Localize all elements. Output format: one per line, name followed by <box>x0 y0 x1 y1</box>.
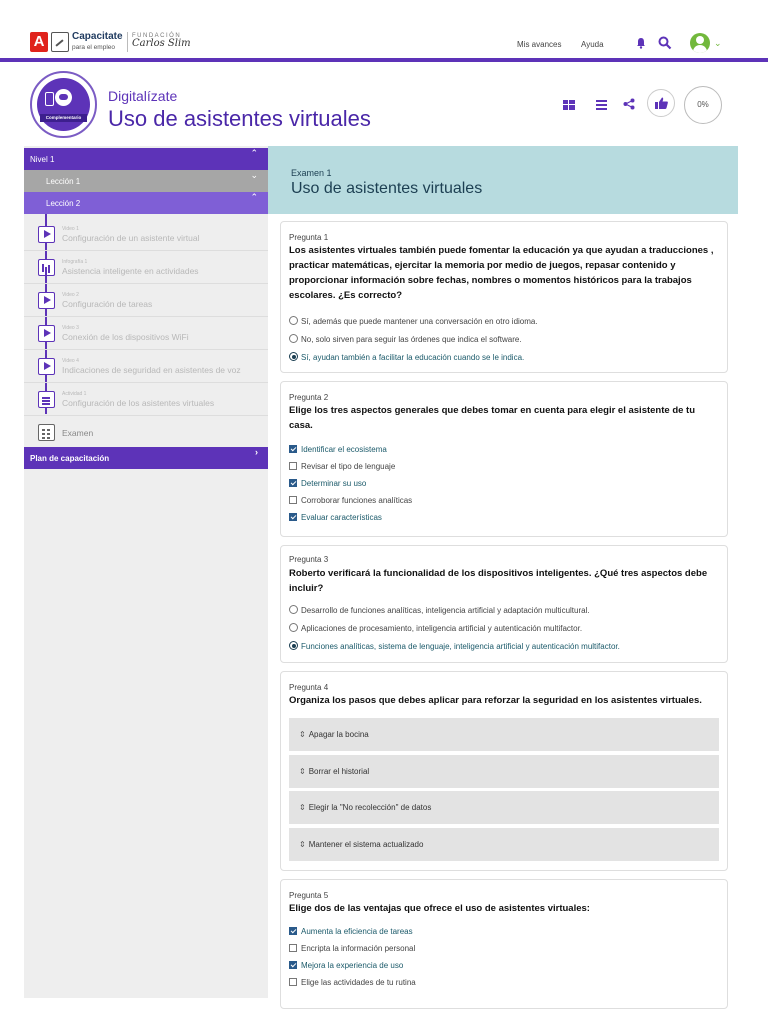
checkbox-checked[interactable] <box>289 479 297 487</box>
sidebar-item-video-3[interactable] <box>24 317 268 350</box>
chevron-down-icon: ⌄ <box>250 170 258 180</box>
checkbox-checked[interactable] <box>289 445 297 453</box>
capacitate-logo-text[interactable] <box>72 32 123 53</box>
brand-tagline: para el empleo <box>72 44 115 51</box>
sortable-item[interactable] <box>289 755 719 788</box>
radio-option[interactable] <box>289 623 582 633</box>
checkbox[interactable] <box>289 496 297 504</box>
question-number: Pregunta 2 <box>289 393 329 402</box>
checkbox-option[interactable] <box>289 961 403 970</box>
exam-kicker: Examen 1 <box>291 168 332 178</box>
exam-icon <box>38 424 55 441</box>
radio-option[interactable] <box>289 316 538 326</box>
drag-handle-icon[interactable]: ⇕ <box>299 767 306 776</box>
chevron-down-icon[interactable]: ⌄ <box>714 38 722 48</box>
play-video-icon <box>38 226 55 243</box>
nav-link-ayuda[interactable]: Ayuda <box>581 40 604 49</box>
brand-name: Capacitate <box>72 31 123 42</box>
question-number: Pregunta 3 <box>289 555 329 564</box>
sidebar-nivel-1[interactable] <box>24 148 268 170</box>
chevron-up-icon: ⌃ <box>250 192 258 202</box>
sidebar-plan-capacitacion[interactable] <box>24 447 268 469</box>
radio-button[interactable] <box>289 623 298 632</box>
sortable-item-label: Borrar el historial <box>308 767 370 776</box>
sidebar-plan-label: Plan de capacitación <box>30 454 110 463</box>
sortable-item-label: Apagar la bocina <box>308 730 369 739</box>
sidebar-item-actividad-1[interactable] <box>24 383 268 416</box>
radio-option[interactable] <box>289 352 524 362</box>
fundacion-label: FUNDACIÓN <box>132 33 182 39</box>
checkbox-option[interactable] <box>289 462 395 471</box>
checkbox-checked[interactable] <box>289 961 297 969</box>
search-icon[interactable] <box>658 36 672 50</box>
option-label: Determinar su uso <box>301 479 367 488</box>
avatar-head-shape <box>696 36 704 44</box>
option-label: Funciones analíticas, sistema de lenguaje, inteligencia artificial y autenticación multifactor. <box>301 642 620 651</box>
sortable-item[interactable] <box>289 828 719 861</box>
sidebar-leccion-1[interactable] <box>24 170 268 192</box>
exam-header <box>268 146 738 214</box>
radio-button[interactable] <box>289 334 298 343</box>
sidebar-item-label: Configuración de los asistentes virtuales <box>62 398 215 408</box>
course-badge-inner <box>37 78 90 131</box>
radio-button-selected[interactable] <box>289 641 298 650</box>
drag-handle-icon[interactable]: ⇕ <box>299 730 306 739</box>
sidebar-item-video-2[interactable] <box>24 284 268 317</box>
sidebar-nivel-label: Nivel 1 <box>30 155 55 164</box>
sidebar-item-caption: Video 1 <box>62 226 79 232</box>
sidebar-item-label: Conexión de los dispositivos WiFi <box>62 332 189 342</box>
like-button[interactable] <box>647 89 675 117</box>
course-header <box>0 66 768 146</box>
checkbox-option[interactable] <box>289 496 412 505</box>
infographic-icon <box>38 259 55 276</box>
sidebar-leccion-2[interactable] <box>24 192 268 214</box>
drag-handle-icon[interactable]: ⇕ <box>299 803 306 812</box>
sortable-item-label: Elegir la "No recolección" de datos <box>308 803 432 812</box>
radio-button[interactable] <box>289 605 298 614</box>
course-badge <box>30 71 97 138</box>
option-label: Identificar el ecosistema <box>301 445 387 454</box>
nav-link-mis-avances[interactable]: Mis avances <box>517 40 562 49</box>
avatar-body-shape <box>693 45 707 53</box>
course-sidebar <box>24 146 268 998</box>
radio-option[interactable] <box>289 605 590 615</box>
sortable-item[interactable] <box>289 718 719 751</box>
question-text: Elige dos de las ventajas que ofrece el uso de asistentes virtuales: <box>289 903 590 914</box>
sortable-item-label: Mantener el sistema actualizado <box>308 840 424 849</box>
checkbox-option[interactable] <box>289 479 366 488</box>
option-label: Revisar el tipo de lenguaje <box>301 462 396 471</box>
question-text: Organiza los pasos que debes aplicar para reforzar la seguridad en los asistentes virtuales. <box>289 695 702 706</box>
top-navbar <box>0 0 768 62</box>
list-view-icon[interactable] <box>596 100 607 109</box>
question-text: Roberto verificará la funcionalidad de los dispositivos inteligentes. ¿Qué tres aspectos debe incluir? <box>289 568 708 594</box>
option-label: Mejora la experiencia de uso <box>301 961 404 970</box>
sidebar-item-label: Indicaciones de seguridad en asistentes de voz <box>62 365 241 375</box>
option-label: Desarrollo de funciones analíticas, inteligencia artificial y adaptación multicultural. <box>301 606 590 615</box>
checkbox[interactable] <box>289 978 297 986</box>
option-label: Aplicaciones de procesamiento, inteligencia artificial y autenticación multifactor. <box>301 624 583 633</box>
option-label: Elige las actividades de tu rutina <box>301 978 416 987</box>
option-label: Evaluar características <box>301 513 382 522</box>
checkbox-option[interactable] <box>289 445 387 454</box>
checkbox-option[interactable] <box>289 978 416 987</box>
user-avatar-icon[interactable] <box>690 33 710 53</box>
fundacion-signature: Carlos Slim <box>132 38 191 49</box>
sidebar-item-label: Configuración de un asistente virtual <box>62 233 200 243</box>
bell-icon[interactable] <box>636 37 646 49</box>
checkbox-option[interactable] <box>289 513 382 522</box>
logo-divider <box>127 32 128 52</box>
sidebar-item-caption: Actividad 1 <box>62 391 87 397</box>
option-label: No, solo sirven para seguir las órdenes que indica el software. <box>301 335 522 344</box>
sidebar-item-label: Configuración de tareas <box>62 299 153 309</box>
option-label: Sí, además que puede mantener una conversación en otro idioma. <box>301 317 538 326</box>
sidebar-item-caption: Video 4 <box>62 358 79 364</box>
question-card-4 <box>280 671 728 871</box>
sidebar-item-label: Asistencia inteligente en actividades <box>62 266 199 276</box>
sidebar-leccion-2-label: Lección 2 <box>46 199 81 208</box>
option-label: Encripta la información personal <box>301 944 416 953</box>
course-progress: 0% <box>684 86 722 124</box>
document-icon <box>38 391 55 408</box>
assistant-speech-icon <box>55 89 72 106</box>
play-video-icon <box>38 292 55 309</box>
sidebar-leccion-1-label: Lección 1 <box>46 177 81 186</box>
thumbs-up-icon <box>655 97 668 109</box>
phone-icon <box>45 92 54 106</box>
drag-handle-icon[interactable]: ⇕ <box>299 840 306 849</box>
question-card-2 <box>280 381 728 537</box>
course-badge-label: Complementario <box>40 114 87 122</box>
radio-button[interactable] <box>289 316 298 325</box>
sidebar-item-caption: Video 3 <box>62 325 79 331</box>
capacitate-logo-letter[interactable]: A <box>30 32 48 52</box>
fundacion-logo <box>132 32 191 48</box>
share-icon[interactable] <box>623 98 635 110</box>
checkbox-checked[interactable] <box>289 927 297 935</box>
play-video-icon <box>38 325 55 342</box>
chevron-right-icon: › <box>255 447 258 457</box>
question-card-3 <box>280 545 728 663</box>
option-label: Sí, ayudan también a facilitar la educación cuando se le indica. <box>301 353 525 362</box>
checkbox-option[interactable] <box>289 944 415 953</box>
sidebar-item-video-4[interactable] <box>24 350 268 383</box>
question-text: Elige los tres aspectos generales que debes tomar en cuenta para elegir el asistente de tu casa. <box>289 405 696 431</box>
checkbox-option[interactable] <box>289 927 413 936</box>
checkbox-checked[interactable] <box>289 513 297 521</box>
radio-option[interactable] <box>289 641 620 651</box>
play-video-icon <box>38 358 55 375</box>
course-title: Uso de asistentes virtuales <box>108 106 371 131</box>
course-subtitle: Digitalízate <box>108 88 178 104</box>
sidebar-item-caption: Video 2 <box>62 292 79 298</box>
question-number: Pregunta 5 <box>289 891 329 900</box>
sidebar-item-infografia-1[interactable] <box>24 251 268 284</box>
sidebar-item-caption: Infografía 1 <box>62 259 88 265</box>
question-number: Pregunta 4 <box>289 683 329 692</box>
grid-view-icon[interactable] <box>563 100 575 110</box>
question-card-5 <box>280 879 728 1009</box>
question-card-1 <box>280 221 728 373</box>
question-number: Pregunta 1 <box>289 233 329 242</box>
exam-title: Uso de asistentes virtuales <box>291 180 483 197</box>
capacitate-logo-icon[interactable] <box>51 32 69 52</box>
question-text: Los asistentes virtuales también puede fomentar la educación ya que ayudan a traducciones , practicar matemáticas, ejercitar la memoria por medio de juegos, repasar contenido y proporcionar información sobre fechas, nombres o momentos históricos para la trabajos escolares. ¿Es correcto? <box>289 245 714 301</box>
checkbox[interactable] <box>289 462 297 470</box>
option-label: Corroborar funciones analíticas <box>301 496 413 505</box>
sidebar-item-label: Examen <box>62 428 94 438</box>
radio-option[interactable] <box>289 334 522 344</box>
option-label: Aumenta la eficiencia de tareas <box>301 927 413 936</box>
checkbox[interactable] <box>289 944 297 952</box>
sidebar-item-examen[interactable] <box>24 416 268 449</box>
sidebar-item-video-1[interactable] <box>24 218 268 251</box>
radio-button-selected[interactable] <box>289 352 298 361</box>
chevron-up-icon: ⌃ <box>250 148 258 158</box>
sortable-item[interactable] <box>289 791 719 824</box>
